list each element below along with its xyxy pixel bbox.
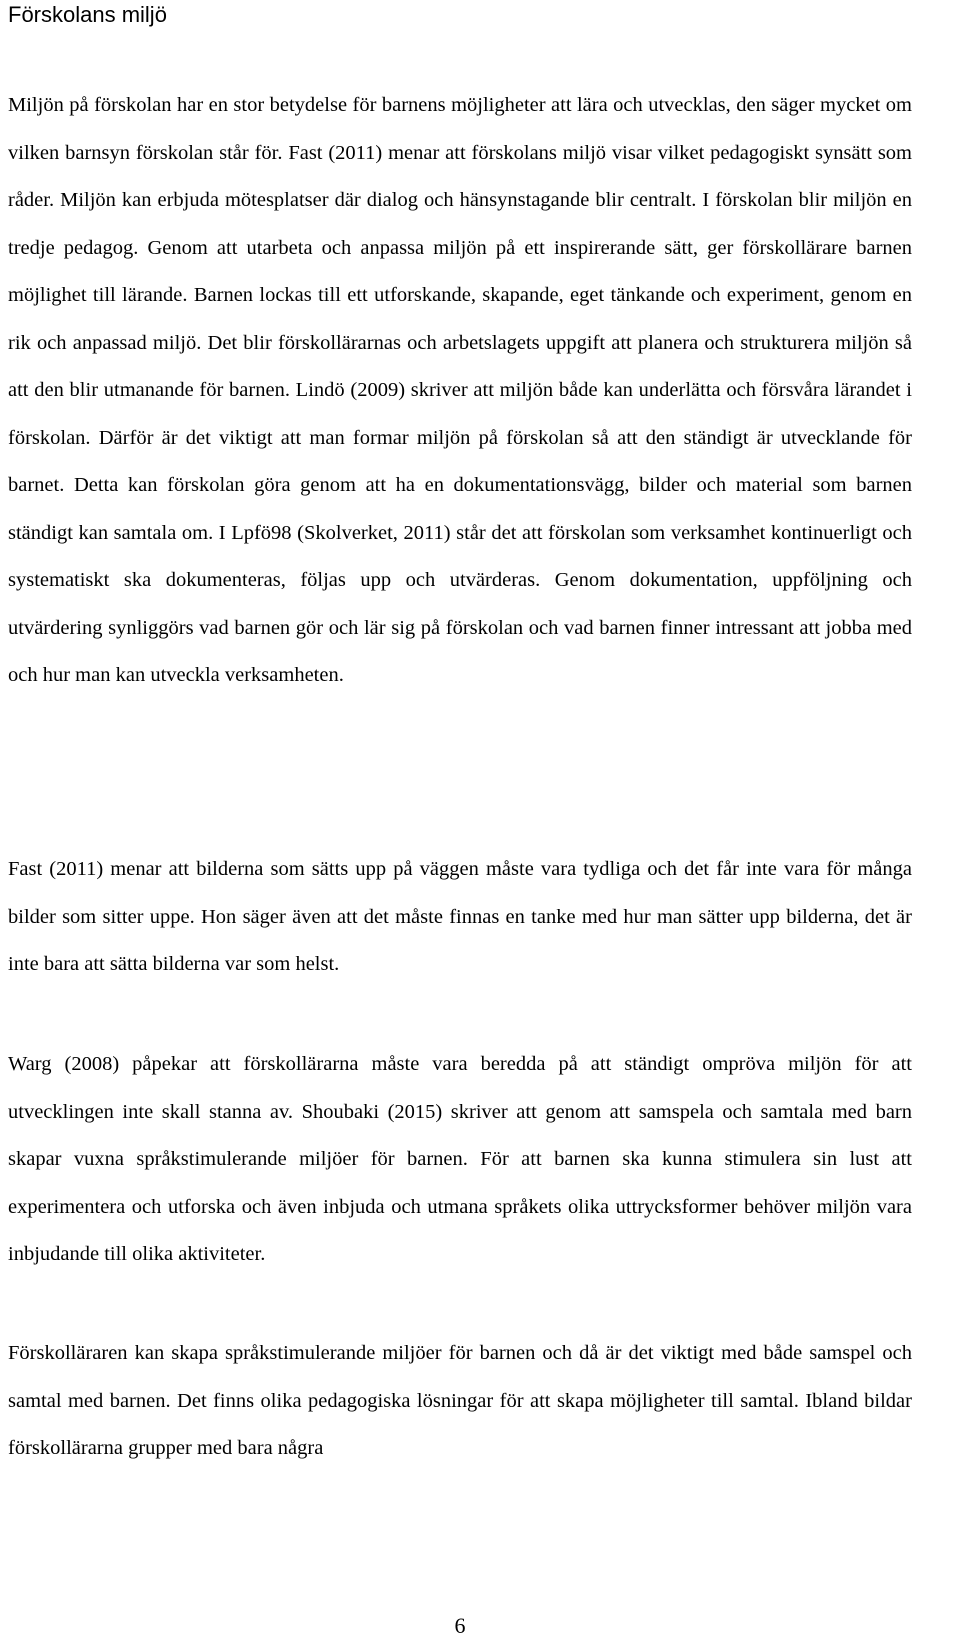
page-number: 6	[454, 1613, 466, 1638]
section-heading: Förskolans miljö	[8, 2, 167, 27]
paragraph-language-environments: Warg (2008) påpekar att förskollärarna måste vara beredda på att ständigt ompröva miljön för att utvecklingen inte skall stanna av. Shoubaki (2015) skriver att genom att samspela och samtala med barn skapar vuxna språkstimulerande miljöer för barnen. För att barnen ska kunna stimulera sin lust att experimentera och utforska och även inbjuda och utmana språkets olika uttrycksformer behöver miljön vara inbjudande till olika aktiviteter.	[8, 1053, 912, 1265]
paragraph-environment-importance: Miljön på förskolan har en stor betydelse för barnens möjligheter att lära och utvecklas, den säger mycket om vilken barnsyn förskolan står för. Fast (2011) menar att förskolans miljö visar vilket pedagogiskt synsätt som råder. Miljön kan erbjuda mötesplatser där dialog och hänsynstagande blir centralt. I förskolan blir miljön en tredje pedagog. Genom att utarbeta och anpassa miljön på ett inspirerande sätt, ger förskollärare barnen möjlighet till lärande. Barnen lockas till ett utforskande, skapande, eget tänkande och experiment, genom en rik och anpassad miljö. Det blir förskollärarnas och arbetslagets uppgift att planera och strukturera miljön så att den blir utmanande för barnen. Lindö (2009) skriver att miljön både kan underlätta och försvåra lärandet i förskolan. Därför är det viktigt att man formar miljön på förskolan så att den ständigt är utvecklande för barnet. Detta kan förskolan göra genom att ha en dokumentationsvägg, bilder och material som barnen ständigt kan samtala om. I Lpfö98 (Skolverket, 2011) står det att förskolan som verksamhet kontinuerligt och systematiskt ska dokumenteras, följas upp och utvärderas. Genom dokumentation, uppföljning och utvärdering synliggörs vad barnen gör och lär sig på förskolan och vad barnen finner intressant att jobba med och hur man kan utveckla verksamheten.	[8, 94, 912, 686]
paragraph-teacher-dialogue: Förskolläraren kan skapa språkstimulerande miljöer för barnen och då är det viktigt med både samspel och samtal med barnen. Det finns olika pedagogiska lösningar för att skapa möjligheter till samtal. Ibland bildar förskollärarna grupper med bara några	[8, 1342, 912, 1459]
paragraph-wall-pictures: Fast (2011) menar att bilderna som sätts upp på väggen måste vara tydliga och det får inte vara för många bilder som sitter uppe. Hon säger även att det måste finnas en tanke med hur man sätter upp bilderna, det är inte bara att sätta bilderna var som helst.	[8, 858, 912, 975]
